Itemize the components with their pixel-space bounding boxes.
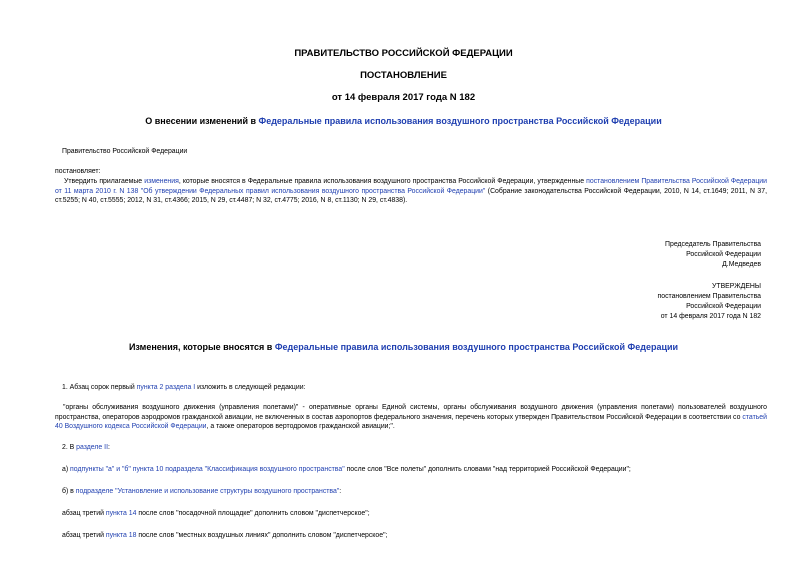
paragraph-3-text-a: абзац третий [62,510,106,517]
document-type: ПОСТАНОВЛЕНИЕ [360,70,447,81]
changes-title [0,342,807,352]
subitem-b-link[interactable]: подразделе "Установление и использование структуры воздушного пространства" [75,488,340,495]
item-1-link[interactable]: пункта 2 раздела I [136,384,196,391]
changes-rules-link[interactable]: Федеральные правила использования воздушного пространства Российской Федерации [274,342,679,352]
approved-country: Российской Федерации [686,303,761,310]
point-14-link[interactable]: пункта 14 [105,510,137,517]
title-rules-link[interactable]: Федеральные правила использования воздушного пространства Российской Федерации [258,116,662,126]
subitem-a-text-b: после слов "Все полеты" дополнить словами "над территорией Российской Федерации"; [344,466,631,473]
document-date-number: от 14 февраля 2017 года N 182 [331,92,476,103]
approved-by: постановлением Правительства [657,293,761,300]
signature-name: Д.Медведев [722,261,761,268]
document-title-prefix: О внесении изменений в [145,116,259,126]
decree-text-a: Утвердить прилагаемые [64,178,145,185]
approved-date: от 14 февраля 2017 года N 182 [660,313,761,320]
paragraph-3-text-b: после слов "посадочной площадке" дополнить словом "диспетчерское"; [136,510,370,517]
changes-title-prefix: Изменения, которые вносятся в [128,342,275,352]
subitem-b [62,487,341,496]
paragraph-4 [62,531,387,540]
paragraph-4-text-b: после слов "местных воздушных линиях" дополнить словом "диспетчерское"; [136,532,388,539]
quote-text-b: , а также операторов вертодромов гражданской авиации;". [206,423,395,430]
item-1-text-b: изложить в следующей редакции: [195,384,306,391]
signature-country: Российской Федерации [686,251,761,258]
item-2-text-a: 2. В [62,444,77,451]
preamble-decides: постановляет: [55,168,101,175]
item-1-text-a: 1. Абзац сорок первый [62,384,137,391]
document-title [0,116,807,126]
subitem-b-text-b: : [339,488,342,495]
subitem-a [62,465,631,474]
changes-link[interactable]: изменения [144,178,179,185]
section-2-link[interactable]: разделе II [76,444,108,451]
signature-position: Председатель Правительства [665,241,761,248]
point-18-link[interactable]: пункта 18 [105,532,137,539]
subitem-b-text-a: б) в [62,488,76,495]
item-1 [62,383,306,392]
quote-paragraph [55,403,767,432]
decree-text-b: , которые вносятся в Федеральные правила использования воздушного пространства Российской Федерации, утвержденные [178,178,587,185]
article-40-link[interactable]: статьей 40 Воздушного кодекса Российской Федерации [55,413,767,430]
subitem-a-link[interactable]: подпункты "а" и "б" пункта 10 подраздела "Классификация воздушного пространства" [70,466,345,473]
decree-text-c: (Собрание законодательства Российской Федерации, 2010, N 14, ст.1649; 2011, N 37, ст.5255; N 40, ст.5555; 2012, N 31, ст.4366; 2015, N 29, ст.4487; N 32, ст.4775; 2016, N 8, ст.1130; N 29, ст.4838). [55,187,767,204]
item-2 [62,443,110,452]
approved-stamp: УТВЕРЖДЕНЫ [712,283,761,290]
preamble-government: Правительство Российской Федерации [62,148,188,155]
subitem-a-text-a: а) [62,466,71,473]
government-heading: ПРАВИТЕЛЬСТВО РОССИЙСКОЙ ФЕДЕРАЦИИ [294,48,513,59]
resolution-138-link[interactable]: постановлением Правительства Российской Федерации от 11 марта 2010 г. N 138 "Об утверждении Федеральных правил использования воздушного пространства Российской Федерации" [55,178,767,195]
paragraph-4-text-a: абзац третий [62,532,106,539]
decree-paragraph [55,177,767,206]
quote-text-a: "органы обслуживания воздушного движения (управления полетами)" - оперативные органы Единой системы, органы обслуживания воздушного движения (управления полетами) пользователей воздушного пространства, операторов аэродромов гражданской авиации, не включенных в состав аэропортов федерального значения, перечень которых утвержден Правительством Российской Федерации в соответствии со [55,404,767,421]
paragraph-3 [62,509,370,518]
item-2-text-b: : [108,444,110,451]
